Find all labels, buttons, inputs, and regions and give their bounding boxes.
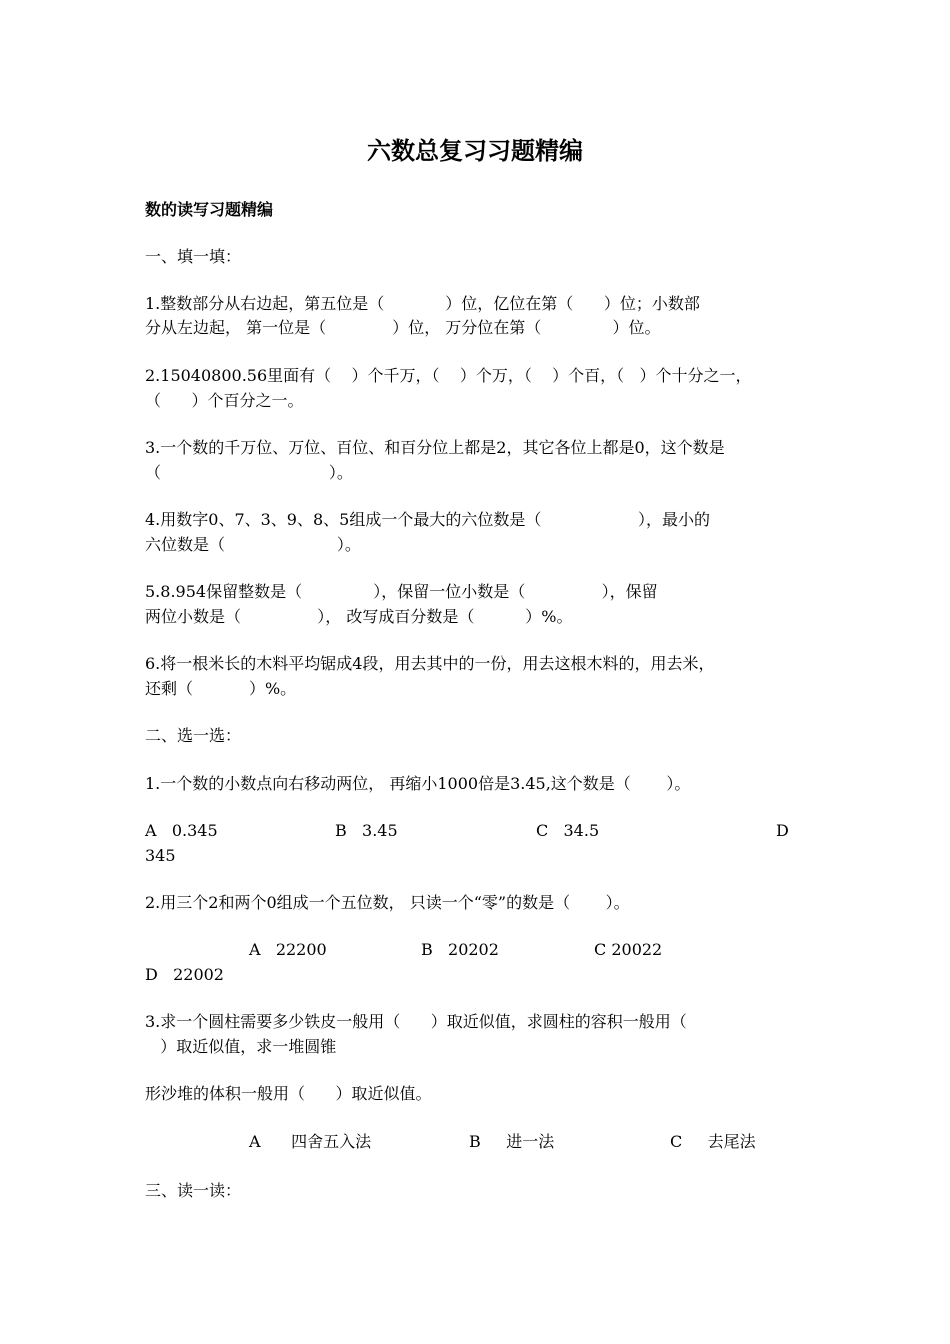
question-1-line2: 分从左边起， 第一位是（ ）位， 万分位在第（ ）位。	[145, 318, 661, 337]
document-title: 六数总复习习题精编	[367, 136, 583, 165]
choice-question-3-line1: 3.求一个圆柱需要多少铁皮一般用（ ）取近似值，求圆柱的容积一般用（	[145, 1012, 687, 1031]
choice-1-option-d-value: 345	[145, 846, 176, 865]
question-3-line2: （ ）。	[145, 463, 353, 482]
question-5-line1: 5.8.954保留整数是（ ），保留一位小数是（ ），保留	[145, 582, 658, 601]
section2-heading: 二、选一选：	[145, 726, 242, 745]
choice-2-option-c: C 20022	[594, 940, 663, 959]
choice-question-3-line3: 形沙堆的体积一般用（ ）取近似值。	[145, 1084, 432, 1103]
choice-2-option-a: A 22200	[249, 940, 327, 959]
section-subtitle: 数的读写习题精编	[145, 200, 274, 219]
question-4-line2: 六位数是（ ）。	[145, 535, 361, 554]
choice-1-option-a: A 0.345	[145, 821, 218, 840]
question-5-line2: 两位小数是（ ）， 改写成百分数是（ ）%。	[145, 607, 573, 626]
choice-question-3-line2: ）取近似值，求一堆圆锥	[145, 1037, 337, 1056]
choice-question-2: 2.用三个2和两个0组成一个五位数， 只读一个“零”的数是（ ）。	[145, 893, 630, 912]
question-1-line1: 1.整数部分从右边起，第五位是（ ）位，亿位在第（ ）位；小数部	[145, 294, 700, 313]
choice-1-option-b: B 3.45	[335, 821, 398, 840]
question-2-line1: 2.15040800.56里面有（ ）个千万，（ ）个万，（ ）个百，（ ）个十分之一，	[145, 366, 752, 385]
section3-heading: 三、读一读：	[145, 1181, 242, 1200]
choice-3-option-c: C 去尾法	[670, 1132, 756, 1151]
choice-1-option-c: C 34.5	[536, 821, 600, 840]
section1-heading: 一、填一填：	[145, 247, 242, 266]
question-6-line2: 还剩（ ）%。	[145, 679, 297, 698]
choice-2-option-d: D 22002	[145, 965, 224, 984]
question-2-line2: （ ）个百分之一。	[145, 391, 304, 410]
choice-3-option-a: A 四舍五入法	[249, 1132, 372, 1151]
choice-1-option-d-letter: D	[776, 821, 789, 840]
choice-question-1: 1.一个数的小数点向右移动两位， 再缩小1000倍是3.45,这个数是（ ）。	[145, 774, 691, 793]
choice-3-option-b: B 进一法	[469, 1132, 555, 1151]
question-3-line1: 3.一个数的千万位、万位、百位、和百分位上都是2，其它各位上都是0，这个数是	[145, 438, 725, 457]
choice-2-option-b: B 20202	[421, 940, 499, 959]
question-4-line1: 4.用数字0、7、3、9、8、5组成一个最大的六位数是（ ），最小的	[145, 510, 710, 529]
question-6-line1: 6.将一根米长的木料平均锯成4段，用去其中的一份，用去这根木料的，用去米，	[145, 654, 715, 673]
